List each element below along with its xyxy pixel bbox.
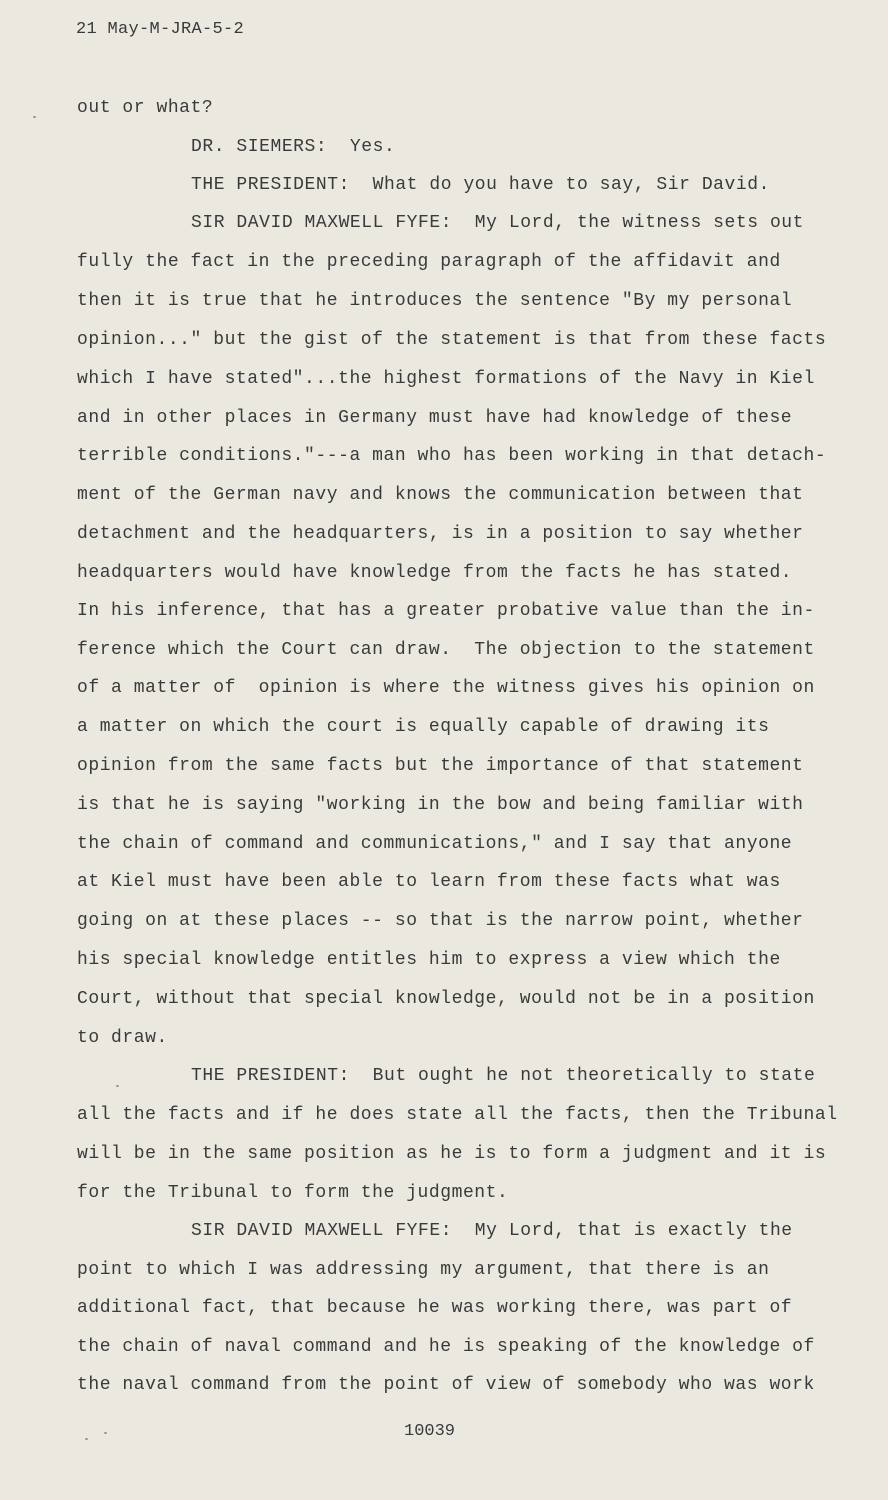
text-line: point to which I was addressing my argument, that there is an — [77, 1260, 770, 1280]
text-line: his special knowledge entitles him to express a view which the — [77, 950, 781, 970]
text-line: opinion from the same facts but the importance of that statement — [77, 756, 804, 776]
text-line: a matter on which the court is equally capable of drawing its — [77, 717, 770, 737]
text-line: to draw. — [77, 1028, 168, 1048]
page-identifier: 21 May-M-JRA-5-2 — [76, 20, 245, 39]
text-line: In his inference, that has a greater probative value than the in- — [77, 601, 815, 621]
text-line: which I have stated"...the highest formations of the Navy in Kiel — [77, 369, 815, 389]
text-line: Court, without that special knowledge, would not be in a position — [77, 989, 815, 1009]
text-line: opinion..." but the gist of the statement is that from these facts — [77, 330, 827, 350]
text-line: headquarters would have knowledge from the facts he has stated. — [77, 563, 793, 583]
text-line: out or what? — [77, 98, 214, 118]
paper-speck — [85, 1438, 88, 1440]
text-line: SIR DAVID MAXWELL FYFE: My Lord, the witness sets out — [191, 213, 804, 233]
text-line: at Kiel must have been able to learn from these facts what was — [77, 872, 781, 892]
page-number: 10039 — [404, 1422, 456, 1441]
paper-speck — [116, 1085, 119, 1087]
text-line: the naval command from the point of view of somebody who was work — [77, 1375, 815, 1395]
text-line: ment of the German navy and knows the communication between that — [77, 485, 804, 505]
text-line: SIR DAVID MAXWELL FYFE: My Lord, that is exactly the — [191, 1221, 793, 1241]
text-line: of a matter of opinion is where the witness gives his opinion on — [77, 678, 815, 698]
text-line: for the Tribunal to form the judgment. — [77, 1183, 509, 1203]
text-line: DR. SIEMERS: Yes. — [191, 137, 396, 157]
text-line: is that he is saying "working in the bow and being familiar with — [77, 795, 804, 815]
paper-speck — [104, 1432, 107, 1434]
text-line: and in other places in Germany must have had knowledge of these — [77, 408, 793, 428]
text-line: then it is true that he introduces the sentence "By my personal — [77, 291, 793, 311]
text-line: going on at these places -- so that is the narrow point, whether — [77, 911, 804, 931]
text-line: additional fact, that because he was working there, was part of — [77, 1298, 793, 1318]
text-line: ference which the Court can draw. The objection to the statement — [77, 640, 815, 660]
text-line: the chain of naval command and he is speaking of the knowledge of — [77, 1337, 815, 1357]
text-line: terrible conditions."---a man who has been working in that detach- — [77, 446, 827, 466]
paper-speck — [33, 116, 36, 118]
text-line: THE PRESIDENT: What do you have to say, Sir David. — [191, 175, 770, 195]
text-line: detachment and the headquarters, is in a position to say whether — [77, 524, 804, 544]
text-line: THE PRESIDENT: But ought he not theoretically to state — [191, 1066, 816, 1086]
text-line: will be in the same position as he is to form a judgment and it is — [77, 1144, 827, 1164]
text-line: fully the fact in the preceding paragraph of the affidavit and — [77, 252, 781, 272]
text-line: the chain of command and communications," and I say that anyone — [77, 834, 793, 854]
text-line: all the facts and if he does state all the facts, then the Tribunal — [77, 1105, 838, 1125]
